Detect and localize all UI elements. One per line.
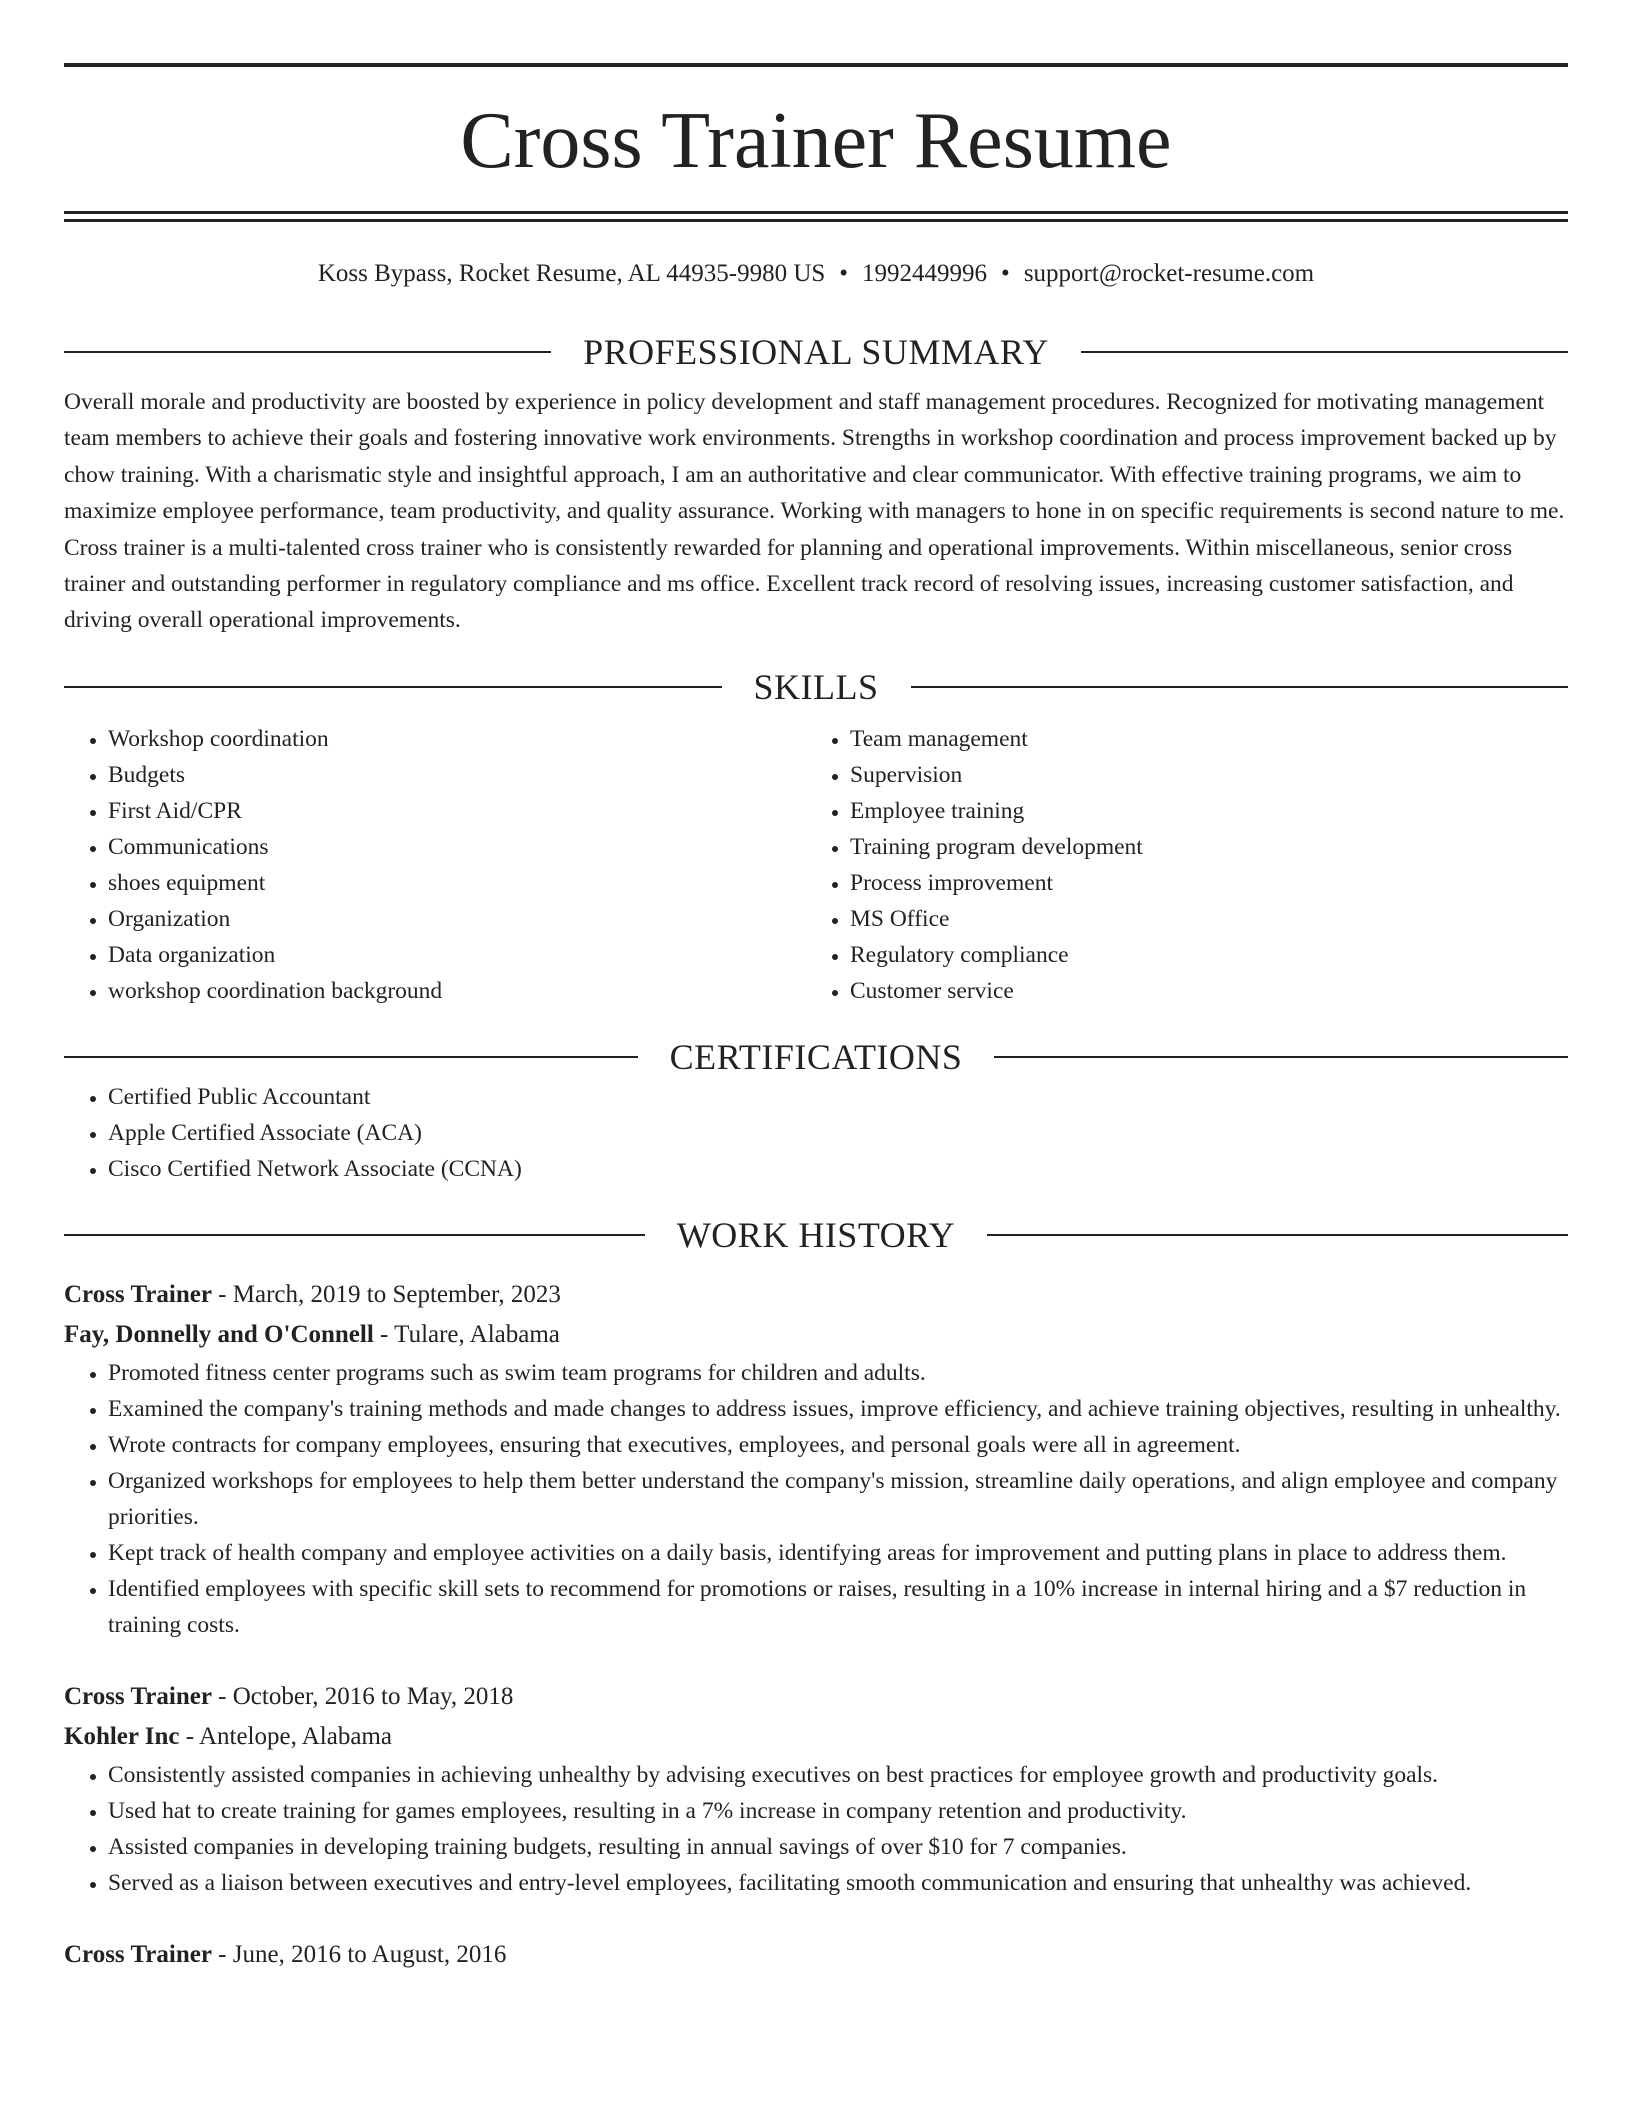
section-heading-certifications [64,1035,1568,1079]
contact-email[interactable]: support@rocket-resume.com [1023,260,1315,287]
skills-list-right [806,721,1548,1009]
page-title: Cross Trainer Resume [460,97,1172,185]
skill-item: • Customer service [850,973,1548,1009]
heading-rule-left [64,686,722,688]
heading-rule-right [994,1056,1568,1058]
summary-paragraph: Overall morale and productivity are boosted by experience in policy development and staff management procedures. Recognized for motivating management team members to achieve their goals and fostering innovative work environments. Strengths in workshop coordination and process improvement backed up by chow training. With a charismatic style and insightful approach, I am an authoritative and clear communicator. With effective training programs, we aim to maximize employee performance, team productivity, and quality assurance. Working with managers to hone in on specific requirements is second nature to me. Cross trainer is a multi-talented cross trainer who is consistently rewarded for planning and operational improvements. Within miscellaneous, senior cross trainer and outstanding performer in regulatory compliance and ms office. Excellent track record of resolving issues, increasing customer satisfaction, and driving overall operational improvements. [64,389,1565,634]
job-company: Kohler Inc [64,1722,180,1750]
skill-item: • Data organization [108,937,806,973]
section-heading-skills [64,665,1568,709]
job-bullet: • Organized workshops for employees to help them better understand the company's mission, streamline daily operations, and align employee and company priorities. [108,1463,1568,1535]
job-entry [64,1677,1568,1901]
job-company-line [64,1717,1568,1757]
skill-item: • Process improvement [850,865,1548,901]
job-title-line [64,1935,1568,1975]
certification-item: • Cisco Certified Network Associate (CCNA) [108,1151,1568,1187]
certification-item: • Apple Certified Associate (ACA) [108,1115,1568,1151]
job-dates: - March, 2019 to September, 2023 [211,1280,561,1308]
job-title: Cross Trainer [64,1280,212,1308]
job-bullet-list [64,1757,1568,1901]
section-title-certifications: CERTIFICATIONS [669,1036,963,1077]
contact-separator: • [1001,260,1010,287]
contact-line [64,258,1568,290]
heading-rule-right [987,1234,1568,1236]
job-entry [64,1935,1568,1975]
job-bullet: • Wrote contracts for company employees, ensuring that executives, employees, and personal goals were all in agreement. [108,1427,1568,1463]
skill-item: • workshop coordination background [108,973,806,1009]
job-bullet: • Assisted companies in developing training budgets, resulting in annual savings of over $10 for 7 companies. [108,1829,1568,1865]
heading-rule-left [64,1234,645,1236]
section-title-work-history: WORK HISTORY [676,1214,956,1255]
job-bullet: • Promoted fitness center programs such as swim team programs for children and adults. [108,1355,1568,1391]
job-dates: - June, 2016 to August, 2016 [211,1940,507,1968]
section-title-skills: SKILLS [753,666,879,707]
job-bullet: • Consistently assisted companies in achieving unhealthy by advising executives on best practices for employee growth and productivity goals. [108,1757,1568,1793]
job-bullet: • Identified employees with specific skill sets to recommend for promotions or raises, resulting in a 10% increase in internal hiring and a $7 reduction in training costs. [108,1571,1568,1643]
heading-rule-left [64,1056,638,1058]
skill-item: • Supervision [850,757,1548,793]
skills-grid [64,721,1568,1009]
job-location: - Tulare, Alabama [373,1320,560,1348]
skills-list-left [64,721,806,1009]
contact-separator: • [839,260,849,287]
job-company: Fay, Donnelly and O'Connell [64,1320,374,1348]
skills-column-left [64,721,806,1009]
job-dates: - October, 2016 to May, 2018 [211,1682,514,1710]
section-title-summary: PROFESSIONAL SUMMARY [583,332,1049,372]
job-title: Cross Trainer [64,1940,212,1968]
job-bullet: • Kept track of health company and employee activities on a daily basis, identifying areas for improvement and putting plans in place to address them. [108,1535,1568,1571]
certifications-list [64,1079,1568,1187]
heading-rule-right [1081,351,1568,353]
job-bullet: • Used hat to create training for games employees, resulting in a 7% increase in company retention and productivity. [108,1793,1568,1829]
job-bullet-list [64,1355,1568,1643]
skill-item: • MS Office [850,901,1548,937]
heading-rule-left [64,351,551,353]
heading-rule-right [911,686,1569,688]
job-entry [64,1275,1568,1643]
job-company-line [64,1315,1568,1355]
skills-column-right [806,721,1548,1009]
skill-item: • Regulatory compliance [850,937,1548,973]
skill-item: • Employee training [850,793,1548,829]
section-heading-work-history [64,1213,1568,1257]
job-title-line [64,1677,1568,1717]
job-title: Cross Trainer [64,1682,212,1710]
skill-item: • Workshop coordination [108,721,806,757]
job-location: - Antelope, Alabama [179,1722,392,1750]
skill-item: • Organization [108,901,806,937]
skill-item: • First Aid/CPR [108,793,806,829]
title-bottom-double-rule [64,211,1568,222]
skill-item: • Budgets [108,757,806,793]
job-title-line [64,1275,1568,1315]
skill-item: • Communications [108,829,806,865]
job-bullet: • Served as a liaison between executives and entry-level employees, facilitating smooth communication and ensuring that unhealthy was achieved. [108,1865,1568,1901]
contact-phone: 1992449996 [862,260,988,287]
certification-item: • Certified Public Accountant [108,1079,1568,1115]
section-heading-summary [64,330,1568,374]
contact-address: Koss Bypass, Rocket Resume, AL 44935-9980 US [317,260,826,287]
skill-item: • shoes equipment [108,865,806,901]
job-bullet: • Examined the company's training methods and made changes to address issues, improve efficiency, and achieve training objectives, resulting in unhealthy. [108,1391,1568,1427]
skill-item: • Team management [850,721,1548,757]
skill-item: • Training program development [850,829,1548,865]
